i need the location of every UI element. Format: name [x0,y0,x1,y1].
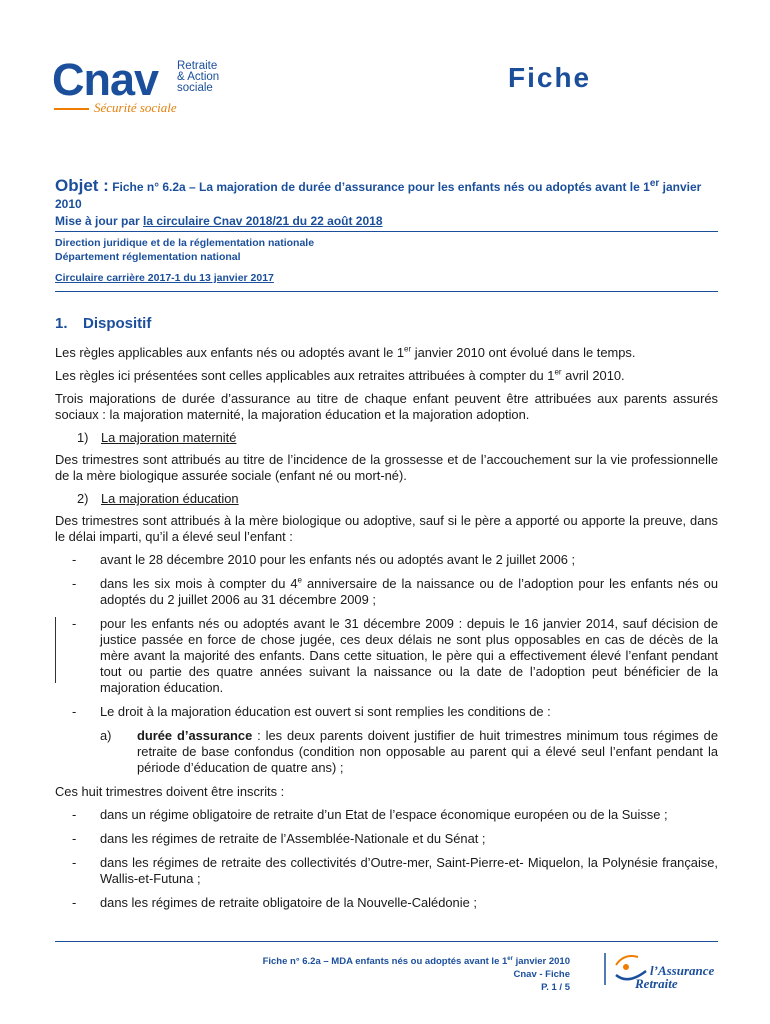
list-item: - Le droit à la majoration éducation est ouvert si sont remplies les conditions de : [72,704,551,719]
logo-subtitle: Sécurité sociale [94,100,177,115]
subheading-education: 2) La majoration éducation [77,491,239,506]
section-heading [55,315,151,332]
update-circular-link[interactable]: la circulaire Cnav 2018/21 du 22 août 2018 [143,214,383,228]
objet-title-sup: er [649,178,660,189]
objet-title-end: janvier 2010 [55,180,702,211]
document-body [55,345,718,919]
list-item: - dans les régimes de retraite obligatoire de la Nouvelle-Calédonie ; [72,895,477,910]
logo-tagline-3: sociale [177,82,213,94]
section-number: 1. [55,315,68,332]
paragraph: Des trimestres sont attribués à la mère biologique ou adoptive, sauf si le père a apporté ou apporte la preuve, dans le délai imparti, qu’il a élevé seul l’enfant : [55,513,718,544]
update-prefix: Mise à jour par [55,214,144,228]
page-number: P. 1 / 5 [541,982,570,993]
assurance-retraite-logo [602,945,722,995]
condition-item: a) durée d’assurance : les deux parents doivent justifier de huit trimestres minimum tous régimes de retraite de base confondus (condition non opposable au parent qui a élevé seul l’enfant pendant la période d’éducation de quatre ans) ; [100,728,718,775]
list-item: - dans les régimes de retraite des collectivités d’Outre-mer, Saint-Pierre-et- Miquelon, la Polynésie française, Wallis-et-Futuna ; [72,855,718,886]
paragraph: Trois majorations de durée d’assurance au titre de chaque enfant peuvent être attribuées aux parents assurés sociaux : la majoration maternité, la majoration éducation et la majoration adoption. [55,391,718,422]
direction-line-1: Direction juridique et de la réglementation nationale [55,237,315,249]
direction-line-2: Département réglementation national [55,251,241,263]
paragraph: Ces huit trimestres doivent être inscrits : [55,784,285,799]
logo-tagline [177,61,219,94]
section-title: Dispositif [83,315,152,332]
objet-title-text: Fiche n° 6.2a – La majoration de durée d’assurance pour les enfants nés ou adoptés avant le 1 [112,180,650,194]
direction-block [55,236,314,264]
list-item: - pour les enfants nés ou adoptés avant le 31 décembre 2009 : depuis le 16 janvier 2014, sauf décision de justice passée en force de chose jugée, ces deux délais ne sont plus opposables en cas de décès de la mère avant la majorité des enfants. Dans cette situation, le père qui a effectivement élevé l’enfant pendant tout ou partie des quatre années suivant la naissance ou la date de l’adoption peut bénéficier de la majoration éducation. [72,616,718,695]
divider [55,231,718,232]
page-footer [263,955,570,994]
list-item: - dans les six mois à compter du 4e anniversaire de la naissance ou de l’adoption pour les enfants nés ou adoptés du 2 juillet 2006 au 31 décembre 2009 ; [72,575,718,607]
logo-text-2: Retraite [635,976,678,991]
footer-title: Fiche n° 6.2a – MDA enfants nés ou adoptés avant le 1er janvier 2010 [262,955,570,967]
cnav-logo [52,54,242,119]
logo-text-1: l’Assurance [650,963,715,978]
paragraph: Les règles applicables aux enfants nés ou adoptés avant le 1er janvier 2010 ont évolué dans le temps. [55,344,636,360]
list-item: - dans un régime obligatoire de retraite d’un Etat de l’espace économique européen ou de la Suisse ; [72,807,668,822]
subheading-maternite: 1) La majoration maternité [77,430,237,445]
footer-doc: Cnav - Fiche [513,969,570,980]
paragraph: Des trimestres sont attribués au titre de l’incidence de la grossesse et de l’accouchement sur la vie professionnelle de la mère biologique assurée sociale (enfant né ou mort-né). [55,452,718,483]
delay-list [55,552,718,720]
logo-tagline-2: & Action [177,71,220,83]
logo-rule [54,108,89,110]
objet-title [55,175,720,213]
regimes-list [55,807,718,911]
logo-wordmark: Cnav [52,54,159,105]
objet-label: Objet : [55,176,109,195]
divider [55,291,718,292]
logo-tagline-1: Retraite [177,60,218,72]
list-item: - avant le 28 décembre 2010 pour les enfants nés ou adoptés avant le 2 juillet 2006 ; [72,552,576,567]
objet-block [55,175,720,230]
objet-update [55,213,720,230]
paragraph: Les règles ici présentées sont celles applicables aux retraites attribuées à compter du 1er avril 2010. [55,367,625,383]
circulaire-reference-link[interactable]: Circulaire carrière 2017-1 du 13 janvier 2017 [55,272,274,284]
list-item: - dans les régimes de retraite de l’Assemblée-Nationale et du Sénat ; [72,831,486,846]
footer-divider [55,941,718,942]
document-type: Fiche [508,62,592,93]
